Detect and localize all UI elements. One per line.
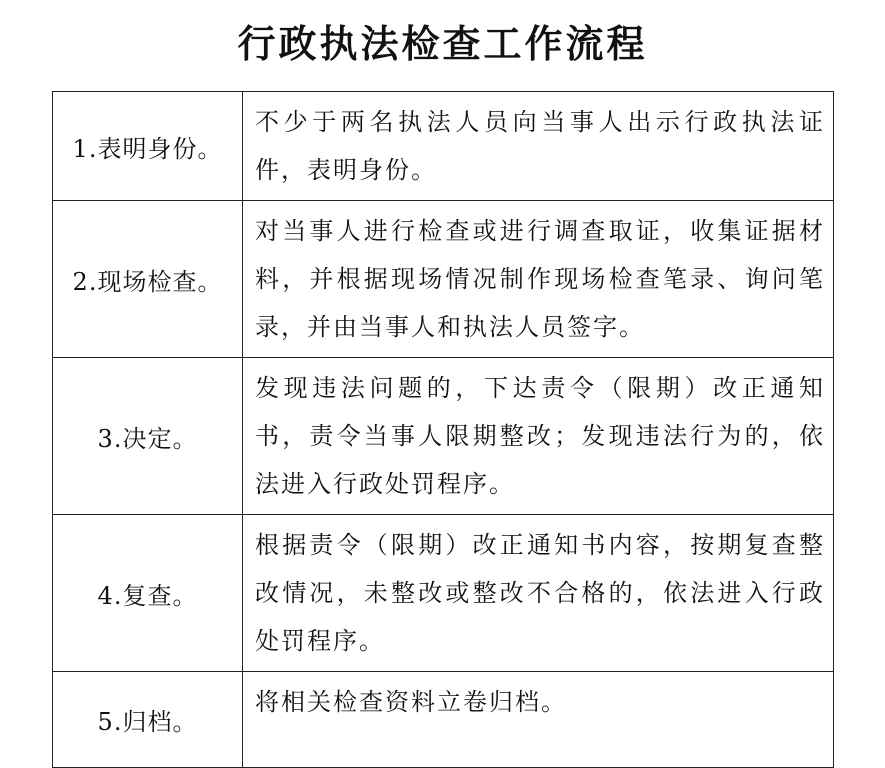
- step-label: 1.表明身份。: [53, 92, 243, 201]
- table-row: [53, 358, 834, 515]
- step-description: 发现违法问题的，下达责令（限期）改正通知书，责令当事人限期整改；发现违法行为的，依法进入行政处罚程序。: [255, 374, 825, 498]
- step-description: 根据责令（限期）改正通知书内容，按期复查整改情况，未整改或整改不合格的，依法进入行政处罚程序。: [255, 531, 825, 655]
- step-label: 4.复查。: [53, 515, 243, 672]
- table-row: [53, 201, 834, 358]
- table-row: [53, 515, 834, 672]
- step-description-cell: [243, 672, 834, 768]
- step-label: 2.现场检查。: [53, 201, 243, 358]
- step-description-cell: [243, 358, 834, 515]
- page-title: 行政执法检查工作流程: [237, 21, 648, 66]
- table-row: [53, 92, 834, 201]
- table-row: [53, 672, 834, 768]
- step-description-cell: [243, 92, 834, 201]
- step-label: 5.归档。: [53, 672, 243, 768]
- step-label: 3.决定。: [53, 358, 243, 515]
- workflow-table: [52, 91, 834, 768]
- step-description: 不少于两名执法人员向当事人出示行政执法证件，表明身份。: [255, 108, 825, 184]
- step-description: 对当事人进行检查或进行调查取证，收集证据材料，并根据现场情况制作现场检查笔录、询问笔录，并由当事人和执法人员签字。: [255, 217, 825, 341]
- step-description-cell: [243, 201, 834, 358]
- step-description: 将相关检查资料立卷归档。: [255, 688, 567, 716]
- step-description-cell: [243, 515, 834, 672]
